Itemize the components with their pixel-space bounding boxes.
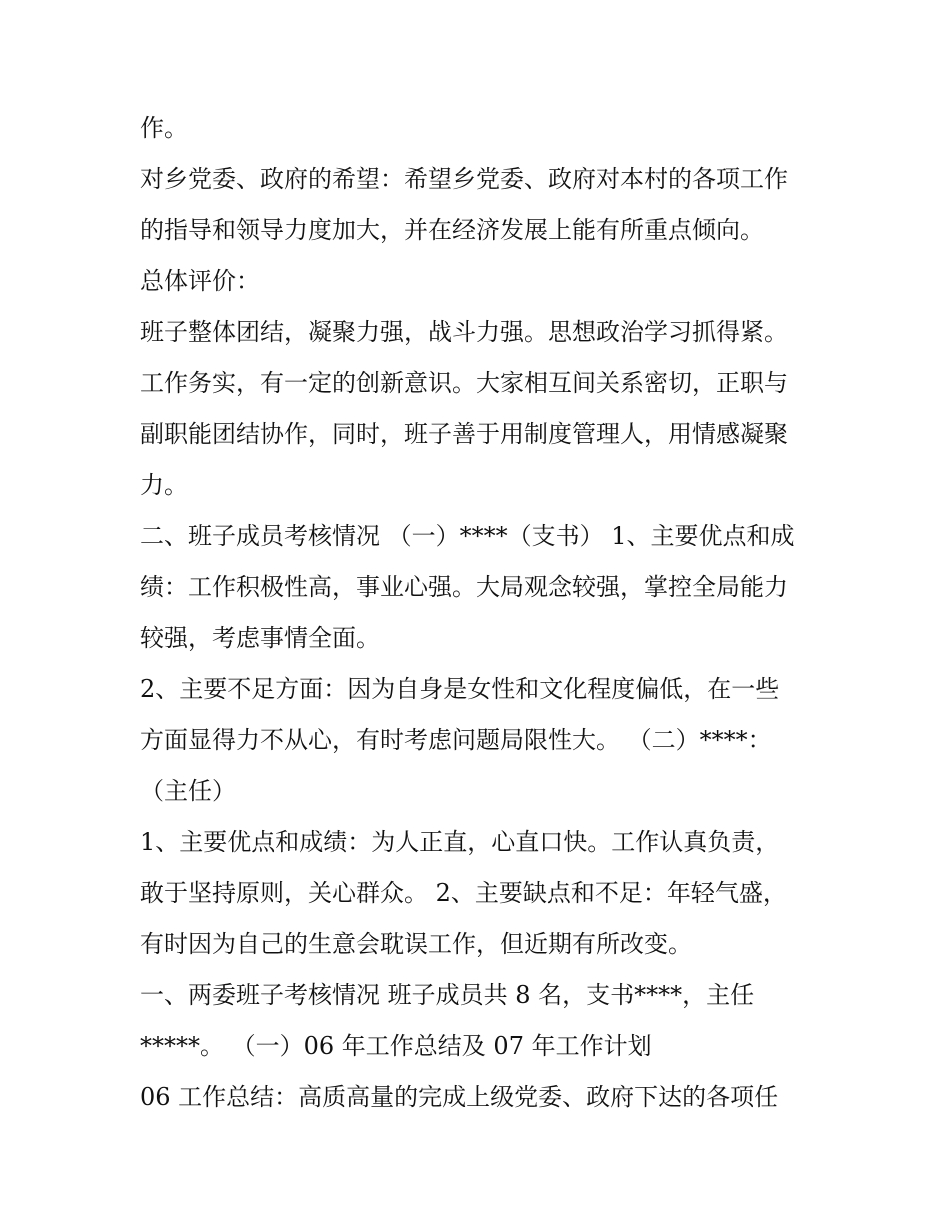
text-line: 力。 [140, 471, 188, 499]
text-line: 对乡党委、政府的希望：希望乡党委、政府对本村的各项工作 [140, 165, 788, 193]
text-line: *****。 （一）06 年工作总结及 07 年工作计划 [140, 1032, 652, 1060]
text-line: 的指导和领导力度加大，并在经济发展上能有所重点倾向。 [140, 216, 764, 244]
text-line: 方面显得力不从心，有时考虑问题局限性大。 （二）****： [140, 726, 772, 754]
text-line: 有时因为自己的生意会耽误工作，但近期有所改变。 [140, 930, 692, 958]
text-line: 作。 [140, 114, 188, 142]
text-line: 较强，考虑事情全面。 [140, 624, 380, 652]
text-line: 工作务实，有一定的创新意识。大家相互间关系密切，正职与 [140, 369, 788, 397]
text-line: 敢于坚持原则，关心群众。 2、主要缺点和不足：年轻气盛， [140, 879, 787, 907]
text-line: 1、主要优点和成绩：为人正直，心直口快。工作认真负责， [140, 828, 780, 856]
text-line: 绩：工作积极性高，事业心强。大局观念较强，掌控全局能力 [140, 573, 788, 601]
text-line: 班子整体团结，凝聚力强，战斗力强。思想政治学习抓得紧。 [140, 318, 788, 346]
text-line: （主任） [140, 777, 236, 805]
text-line: 2、主要不足方面：因为自身是女性和文化程度偏低，在一些 [140, 675, 780, 703]
document-body [140, 103, 830, 1123]
text-line: 二、班子成员考核情况 （一）****（支书） 1、主要优点和成 [140, 522, 795, 550]
text-line: 副职能团结协作，同时，班子善于用制度管理人，用情感凝聚 [140, 420, 788, 448]
text-line: 一、两委班子考核情况 班子成员共 8 名，支书****，主任 [140, 981, 755, 1009]
text-line: 总体评价： [140, 267, 260, 295]
text-line: 06 工作总结：高质高量的完成上级党委、政府下达的各项任 [140, 1083, 779, 1111]
